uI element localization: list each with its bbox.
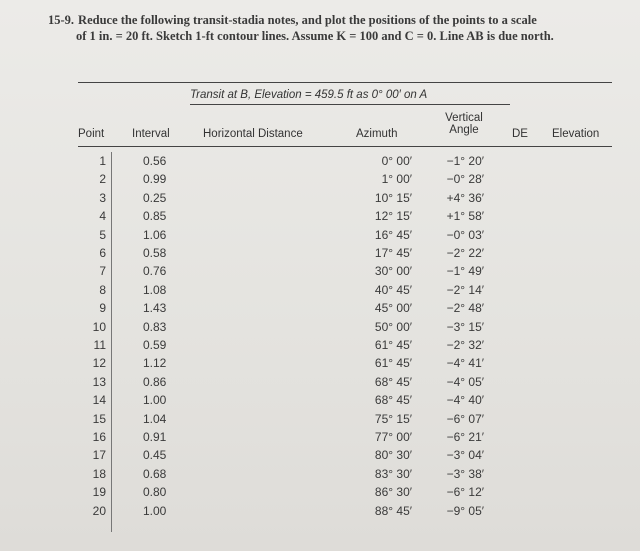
vertical-angle-cell: −4° 41′ (446, 356, 484, 371)
azimuth-cell: 45° 00′ (374, 301, 412, 316)
azimuth-cell: 77° 00′ (374, 430, 412, 444)
point-cell: 17 (92, 448, 106, 463)
point-cell: 8 (99, 282, 106, 297)
vertical-angle-cell: −2° 22′ (446, 246, 484, 260)
interval-cell: 0.91 (143, 430, 167, 444)
problem-line-1: Reduce the following transit-stadia notes, and plot the positions of the points to a scale (78, 13, 537, 27)
vertical-angle-cell: +4° 36′ (446, 190, 484, 205)
azimuth-cell: 88° 45′ (374, 503, 412, 518)
vertical-angle-cell: −3° 15′ (446, 319, 484, 334)
point-cell: 12 (92, 356, 106, 371)
azimuth-cell: 16° 45′ (374, 227, 412, 242)
interval-cell: 0.83 (143, 319, 167, 334)
vertical-angle-cell: −1° 49′ (446, 264, 484, 279)
problem-number: 15-9. (48, 13, 75, 27)
header-elevation: Elevation (552, 128, 600, 140)
header-bottom-rule (78, 146, 612, 147)
vertical-angle-cell: +1° 58′ (446, 209, 484, 224)
azimuth-cell: 80° 30′ (374, 448, 412, 463)
point-cell: 13 (92, 374, 106, 389)
header-vertical-angle (430, 112, 498, 136)
azimuth-cell: 0° 00′ (381, 154, 412, 168)
point-cell: 18 (92, 466, 106, 481)
azimuth-cell: 75° 15′ (374, 411, 412, 426)
vertical-angle-cell: −3° 04′ (446, 448, 484, 463)
point-cell: 14 (92, 393, 106, 408)
azimuth-cell: 83° 30′ (374, 466, 412, 481)
interval-cell: 1.43 (143, 301, 167, 316)
point-cell: 16 (92, 430, 106, 444)
azimuth-cell: 30° 00′ (374, 264, 412, 279)
vertical-angle-cell: −2° 48′ (446, 301, 484, 316)
point-cell: 11 (93, 338, 106, 352)
point-cell: 6 (99, 246, 106, 260)
table-title: Transit at B, Elevation = 459.5 ft as 0° 00′ on A (190, 89, 428, 101)
point-cell: 20 (92, 503, 106, 518)
azimuth-cell: 61° 45′ (374, 356, 412, 371)
azimuth-cell: 68° 45′ (374, 374, 412, 389)
interval-cell: 1.00 (143, 393, 167, 408)
point-cell: 10 (92, 319, 106, 334)
vertical-angle-cell: −0° 03′ (446, 227, 484, 242)
interval-cell: 0.58 (143, 246, 167, 260)
point-cell: 19 (92, 485, 106, 500)
interval-cell: 1.12 (143, 356, 167, 371)
interval-cell: 0.59 (143, 338, 167, 352)
azimuth-cell: 10° 15′ (374, 190, 412, 205)
vertical-angle-cell: −6° 12′ (446, 485, 484, 500)
vertical-angle-cell: −9° 05′ (446, 503, 484, 518)
azimuth-cell: 68° 45′ (374, 393, 412, 408)
table-top-rule (78, 82, 612, 83)
vertical-angle-cell: −2° 14′ (446, 282, 484, 297)
interval-cell: 1.00 (143, 503, 167, 518)
point-cell: 5 (99, 227, 106, 242)
interval-cell: 0.80 (143, 485, 167, 500)
header-point: Point (78, 128, 105, 140)
azimuth-cell: 17° 45′ (374, 246, 412, 260)
problem-statement (48, 12, 640, 44)
vertical-angle-cell: −6° 21′ (446, 430, 484, 444)
azimuth-cell: 50° 00′ (374, 319, 412, 334)
vertical-angle-cell: −3° 38′ (446, 466, 484, 481)
header-interval: Interval (132, 128, 170, 140)
interval-cell: 1.06 (143, 227, 167, 242)
vertical-angle-cell: −2° 32′ (446, 338, 484, 352)
azimuth-cell: 1° 00′ (381, 172, 412, 187)
point-cell: 15 (92, 411, 106, 426)
header-angle-label: Angle (449, 124, 479, 136)
problem-line-2: of 1 in. = 20 ft. Sketch 1-ft contour lines. Assume K = 100 and C = 0. Line AB is due north. (76, 29, 554, 43)
interval-cell: 1.04 (143, 411, 167, 426)
vertical-angle-cell: −6° 07′ (446, 411, 484, 426)
interval-cell: 0.76 (143, 264, 167, 279)
interval-cell: 0.99 (143, 172, 167, 187)
point-cell: 4 (99, 209, 106, 224)
point-cell: 2 (99, 172, 106, 187)
header-vertical-label: Vertical (445, 112, 483, 124)
header-de: DE (512, 128, 528, 140)
interval-cell: 0.25 (143, 190, 167, 205)
interval-cell: 0.68 (143, 466, 167, 481)
azimuth-cell: 40° 45′ (374, 282, 412, 297)
interval-cell: 0.85 (143, 209, 167, 224)
point-cell: 3 (99, 190, 106, 205)
point-cell: 7 (99, 264, 106, 279)
header-horizontal-distance: Horizontal Distance (203, 128, 303, 140)
azimuth-cell: 86° 30′ (374, 485, 412, 500)
table-title-rule (190, 104, 510, 105)
vertical-angle-cell: −4° 40′ (446, 393, 484, 408)
interval-cell: 0.45 (143, 448, 167, 463)
azimuth-cell: 12° 15′ (374, 209, 412, 224)
point-cell: 9 (99, 301, 106, 316)
interval-cell: 0.86 (143, 374, 167, 389)
vertical-angle-cell: −1° 20′ (446, 154, 484, 168)
header-azimuth: Azimuth (356, 128, 398, 140)
vertical-angle-cell: −0° 28′ (446, 172, 484, 187)
point-cell: 1 (99, 154, 106, 168)
interval-cell: 0.56 (143, 154, 167, 168)
interval-cell: 1.08 (143, 282, 167, 297)
vertical-angle-cell: −4° 05′ (446, 374, 484, 389)
azimuth-cell: 61° 45′ (374, 338, 412, 352)
